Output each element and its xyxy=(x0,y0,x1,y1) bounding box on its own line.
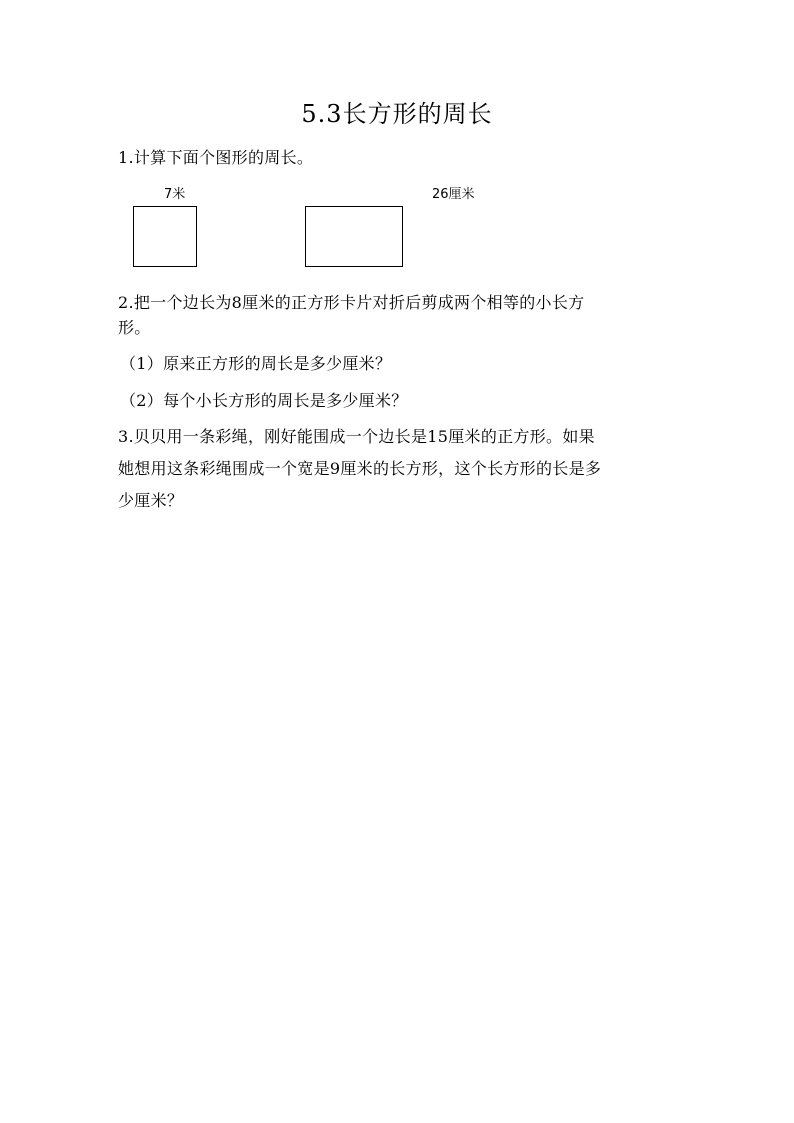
question-2-line-2: 形。 xyxy=(118,318,151,337)
square-side-label: 7米 xyxy=(164,187,186,202)
rectangle-figure xyxy=(305,206,403,267)
question-3-line-1: 3.贝贝用一条彩绳，刚好能围成一个边长是15厘米的正方形。如果 xyxy=(118,427,595,446)
square-figure xyxy=(133,206,197,267)
question-3-line-3: 少厘米？ xyxy=(118,491,184,510)
question-2-sub-1: （1）原来正方形的周长是多少厘米？ xyxy=(120,354,392,373)
question-2-sub-2: （2）每个小长方形的周长是多少厘米？ xyxy=(120,391,408,410)
page-title: 5.3长方形的周长 xyxy=(301,100,493,128)
rectangle-perimeter-label: 26厘米 xyxy=(432,187,475,202)
question-1-text: 1.计算下面个图形的周长。 xyxy=(118,148,314,167)
question-2-line-1: 2.把一个边长为8厘米的正方形卡片对折后剪成两个相等的小长方 xyxy=(118,293,585,312)
question-3-line-2: 她想用这条彩绳围成一个宽是9厘米的长方形，这个长方形的长是多 xyxy=(118,459,602,478)
